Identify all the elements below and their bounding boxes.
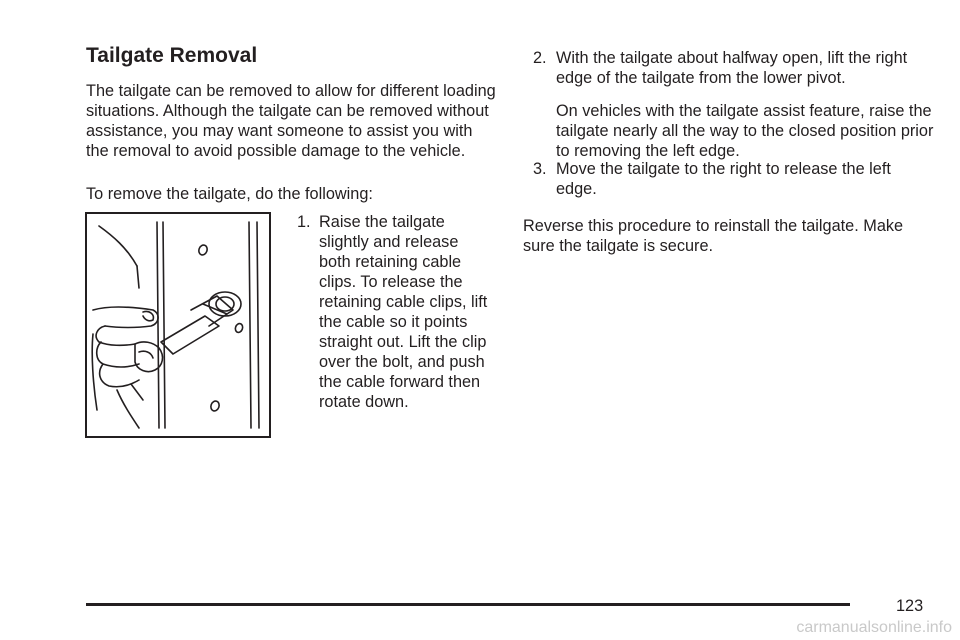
step-1-text: Raise the tailgate slightly and release both retaining cable clips. To release the retaining cable clips, lift the cable so it points straight out. Lift the clip over the bolt, and push the cable forward then rotate down. xyxy=(319,213,488,411)
page-title: Tailgate Removal xyxy=(86,44,258,67)
bolt-hole xyxy=(234,323,244,334)
step-2-number: 2. xyxy=(533,49,547,67)
tailgate-edge-line xyxy=(163,222,165,428)
page-number: 123 xyxy=(896,597,924,615)
step-3-number: 3. xyxy=(533,160,547,178)
step-1-number: 1. xyxy=(297,213,311,231)
step-1 xyxy=(297,212,493,412)
footer-rule xyxy=(86,603,850,606)
bolt-hole xyxy=(210,400,221,412)
step-2 xyxy=(533,48,933,88)
outro-paragraph: Reverse this procedure to reinstall the tailgate. Make sure the tailgate is secure. xyxy=(523,217,904,255)
cable-clip-drawing xyxy=(87,214,269,436)
tailgate-edge-line xyxy=(157,222,159,428)
body-edge-line xyxy=(257,222,259,428)
step-2-note: On vehicles with the tailgate assist feature, raise the tailgate nearly all the way to the closed position prior to removing the left edge. xyxy=(556,102,934,160)
bolt-hole xyxy=(198,244,209,256)
step-3 xyxy=(533,159,933,199)
body-edge-line xyxy=(249,222,251,428)
step-3-text: Move the tailgate to the right to release the left edge. xyxy=(556,160,891,198)
intro-paragraph: The tailgate can be removed to allow for different loading situations. Although the tailgate can be removed without assistance, you may want someone to assist you with the removal to avoid possible damage to the vehicle. xyxy=(86,82,496,160)
watermark: carmanualsonline.info xyxy=(796,619,952,636)
tailgate-cable-clip-illustration xyxy=(85,212,271,438)
instruction-paragraph: To remove the tailgate, do the following: xyxy=(86,185,373,203)
cable-strap xyxy=(161,316,219,354)
step-2-text: With the tailgate about halfway open, lift the right edge of the tailgate from the lower pivot. xyxy=(556,49,908,87)
